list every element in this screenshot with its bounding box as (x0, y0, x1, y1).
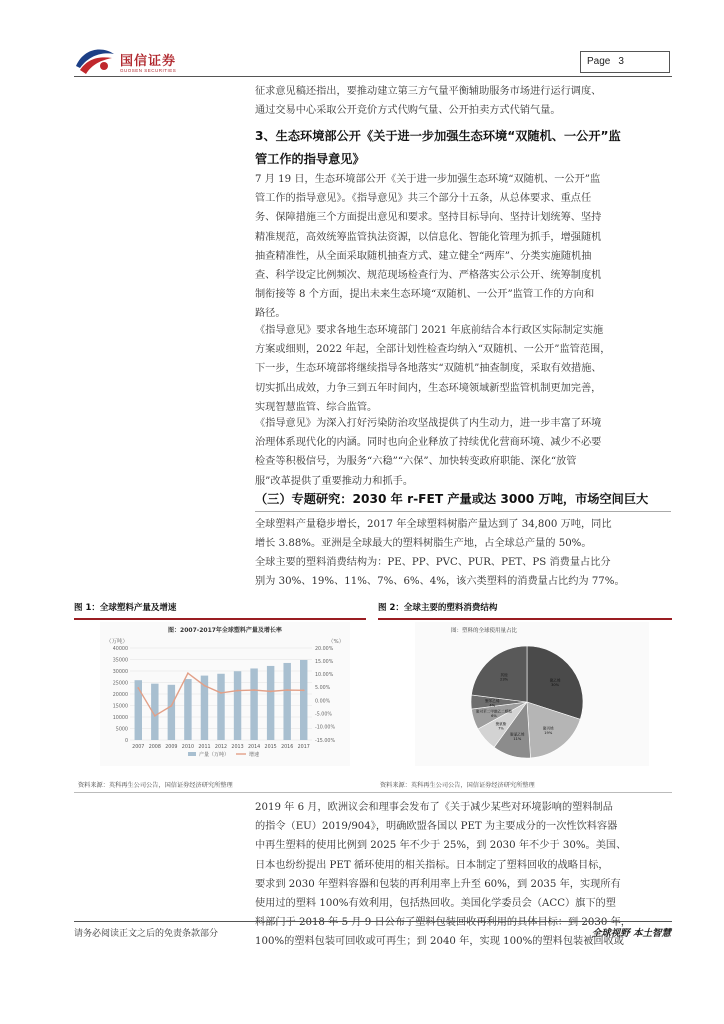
y-tick-left: 5000 (115, 727, 128, 733)
y-tick-left: 40000 (112, 646, 128, 652)
logo-name: 国信证券 (120, 54, 177, 69)
figure-2-title: 图 2：全球主要的塑料消费结构 (378, 600, 672, 620)
figure-2-source: 资料来源：英科再生公司公告，国信证券经济研究所整理 (380, 782, 535, 789)
pie-label-2: 聚氯乙烯 (510, 732, 525, 737)
page-label: Page (587, 56, 611, 67)
text-line: 全球塑料产量稳步增长，2017 年全球塑料树脂产量达到了 34,800 万吨，同比 (255, 519, 612, 530)
text-line: 使用过的塑料 100%有效利用，包括热回收。美国化学委员会（ACC）旗下的塑 (255, 897, 616, 909)
text-line: 日本也纷纷提出 PET 循环使用的相关指标。日本制定了塑料回收的战略目标， (255, 859, 609, 871)
pie-value-5: 4% (489, 703, 496, 708)
heading-line: 3、生态环境部公开《关于进一步加强生态环境“双随机、一公开”监 (255, 129, 621, 143)
text-line: 服”改革提供了重要推动力和抓手。 (255, 475, 414, 487)
text-line: 别为 30%、19%、11%、7%、6%、4%，该六类塑料的消费量占比约为 77%。 (255, 576, 625, 588)
y-tick-left: 30000 (112, 669, 128, 675)
guosen-logo-icon (74, 44, 116, 76)
text-line: 下一步，生态环境部将继续指导各地落实“双随机”抽查制度，采取有效措施、 (255, 363, 602, 375)
pie-slice-6 (471, 646, 527, 702)
bar-2016 (283, 663, 290, 740)
y-tick-left: 35000 (112, 658, 128, 664)
chart-ylabel-left: （万吨） (106, 639, 129, 645)
growth-point-2017 (303, 689, 305, 691)
footer-slogan: 全球视野 本土智慧 (591, 928, 671, 939)
page-indicator (580, 51, 670, 73)
growth-point-2014 (253, 689, 255, 691)
x-tick: 2010 (181, 745, 195, 750)
x-tick: 2014 (247, 745, 261, 750)
special-topic-heading (255, 488, 671, 511)
bar-2013 (234, 671, 241, 740)
chart-ylabel-right: （%） (328, 639, 345, 645)
text-line: 方案或细则，2022 年起，全部计划性检查均纳入“双随机、一公开”监管范围， (255, 344, 611, 356)
growth-point-2010 (187, 672, 189, 674)
y-tick-right: -5.00% (315, 712, 332, 718)
text-line: 增长 3.88%。亚洲是全球最大的塑料树脂生产地，占全球总产量的 50%。 (255, 538, 592, 550)
header-divider (74, 76, 672, 77)
text-line: 查、科学设定比例频次、规范现场检查行为、严格落实公示公开、统筹制度机 (255, 269, 602, 281)
text-line: 料部门于 2018 年 5 月 9 日公布了塑料包装回收再利用的具体目标：到 2030 年， (255, 917, 631, 929)
x-tick: 2016 (281, 745, 294, 750)
pie-label-3: 聚氨酯 (495, 721, 507, 726)
chart-title: 图：塑料的全球使用量占比 (451, 628, 518, 634)
pie-label-5: 聚苯乙烯 (485, 699, 500, 703)
bar-2017 (300, 660, 307, 740)
pie-value-2: 11% (513, 736, 522, 741)
text-line: 通过交易中心采取公开竞价方式代购气量、公开拍卖方式代销气量。 (255, 105, 561, 117)
section-heading (255, 125, 671, 171)
x-tick: 2007 (132, 745, 145, 750)
y-tick-right: 10.00% (315, 673, 334, 679)
pie-value-6: 23% (500, 677, 509, 682)
section3-paragraph-1 (255, 170, 671, 324)
text-line: 制衔接等 8 个方面，提出未来生态环境“双随机、一公开”监管工作的方向和 (255, 289, 595, 301)
heading-line: 管工作的指导意见》 (255, 152, 365, 166)
text-line: 要求到 2030 年塑料容器和包装的再利用率上升至 60%，到 2035 年，实现所有 (255, 878, 621, 890)
heading-line: （三）专题研究：2030 年 r-FET 产量或达 3000 万吨，市场空间巨大 (255, 492, 649, 506)
x-tick: 2013 (231, 745, 244, 750)
text-line: 中再生塑料的使用比例到 2025 年不少于 25%，到 2030 年不少于 30%。美国、 (255, 840, 627, 852)
y-tick-right: -15.00% (315, 738, 336, 744)
heading-underline (255, 511, 671, 512)
text-line: 路径。 (255, 308, 286, 320)
growth-point-2011 (204, 685, 206, 687)
y-tick-left: 15000 (112, 704, 128, 710)
text-line: 100%的塑料包装可回收或可再生；到 2040 年，实现 100%的塑料包装被回收或 (255, 936, 624, 948)
text-line: 征求意见稿还指出，要推动建立第三方气量平衡辅助服务市场进行运行调度、 (255, 86, 602, 97)
text-line: 的指令（EU）2019/904》，明确欧盟各国以 PET 为主要成分的一次性饮料容器 (255, 821, 618, 833)
section3-paragraph-2 (255, 321, 671, 417)
plastic-consumption-pie (415, 622, 649, 766)
y-tick-right: 15.00% (315, 659, 334, 665)
section3-paragraph-3 (255, 414, 671, 491)
text-line: 治理体系现代化的内涵。同时也向企业释放了持续优化营商环境、减少不必要 (255, 437, 602, 449)
y-tick-right: 5.00% (315, 686, 331, 692)
plastic-production-chart (100, 622, 350, 766)
text-line: 2019 年 6 月，欧洲议会和理事会发布了《关于减少某些对环境影响的塑料制品 (255, 802, 613, 813)
pie-value-4: 6% (491, 714, 497, 719)
figure-divider (74, 792, 672, 793)
legend-label: 产量（万吨） (199, 752, 230, 758)
growth-point-2013 (237, 690, 239, 692)
pie-value-0: 30% (551, 683, 560, 688)
y-tick-left: 25000 (112, 681, 128, 687)
text-line: 抽查精准性，从全面采取随机抽查方式、建立健全“两库”、分类实施随机抽 (255, 250, 592, 262)
text-line: 《指导意见》要求各地生态环境部门 2021 年底前结合本行政区实际制定实施 (255, 325, 604, 336)
pie-label-1: 聚丙烯 (542, 726, 554, 731)
y-tick-right: 20.00% (315, 646, 334, 652)
growth-point-2015 (270, 690, 272, 692)
y-tick-right: 0.00% (315, 699, 331, 705)
pie-value-1: 19% (544, 730, 553, 735)
x-tick: 2009 (165, 745, 178, 750)
intro-paragraph (255, 82, 671, 120)
growth-point-2016 (286, 689, 288, 691)
pie-label-0: 聚乙烯 (549, 678, 561, 683)
y-tick-left: 20000 (112, 692, 128, 698)
x-tick: 2012 (214, 745, 228, 750)
text-line: 检查等积极信号，为服务“六稳”“六保”、加快转变政府职能、深化“放管 (255, 456, 577, 468)
x-tick: 2011 (198, 745, 211, 750)
legend-swatch-bar (188, 752, 196, 756)
growth-point-2007 (137, 687, 139, 689)
text-line: 全球主要的塑料消费结构为：PE、PP、PVC、PUR、PET、PS 消费量占比分 (255, 557, 611, 568)
x-tick: 2008 (148, 745, 161, 750)
text-line: 7 月 19 日，生态环境部公开《关于进一步加强生态环境“双随机、一公开”监 (255, 174, 601, 185)
y-tick-right: -10.00% (315, 725, 336, 731)
bar-2009 (168, 685, 175, 740)
disclaimer-notice: 请务必阅读正文之后的免责条款部分 (74, 929, 219, 939)
bar-2010 (184, 679, 191, 740)
pie-label-6: 其他 (500, 672, 508, 677)
bar-2015 (267, 666, 274, 740)
bar-2012 (217, 674, 224, 740)
text-line: 管工作的指导意见》。《指导意见》共三个部分十五条，从总体要求、重点任 (255, 193, 592, 205)
growth-point-2008 (154, 715, 156, 717)
y-tick-left: 0 (124, 738, 128, 744)
y-tick-left: 10000 (112, 715, 128, 721)
x-tick: 2015 (264, 745, 277, 750)
figure-1-source: 资料来源：英科再生公司公告，国信证券经济研究所整理 (78, 782, 233, 789)
special-paragraph-2 (255, 553, 671, 591)
text-line: 实现智慧监管、综合监管。 (255, 401, 378, 413)
figure-1-title: 图 1：全球塑料产量及增速 (74, 600, 366, 620)
bar-2014 (250, 668, 257, 740)
text-line: 切实抓出成效，力争三到五年时间内，生态环境领域新型监管机制更加完善， (255, 382, 602, 394)
page-number: 3 (618, 56, 624, 67)
pie-value-3: 7% (498, 726, 504, 731)
footer-divider (74, 921, 672, 922)
text-line: 务、保障措施三个方面提出意见和要求。坚持目标导向、坚持计划统筹、坚持 (255, 212, 602, 224)
growth-point-2009 (170, 705, 172, 707)
special-paragraph-1 (255, 515, 671, 553)
page-header (0, 0, 724, 80)
chart-title: 图：2007-2017年全球塑料产量及增长率 (168, 627, 282, 634)
pie-label-4: 聚对苯二甲酸乙二醇酯 (476, 709, 512, 714)
logo-subtitle: GUOSEN SECURITIES (120, 68, 177, 73)
growth-point-2012 (220, 692, 222, 694)
text-line: 《指导意见》为深入打好污染防治攻坚战提供了内生动力，进一步丰富了环境 (255, 418, 602, 429)
text-line: 精准规范，高效统筹监管执法资源，以信息化、智能化管理为抓手，增强随机 (255, 231, 602, 243)
x-tick: 2017 (297, 745, 310, 750)
legend-label: 增速 (249, 752, 260, 758)
